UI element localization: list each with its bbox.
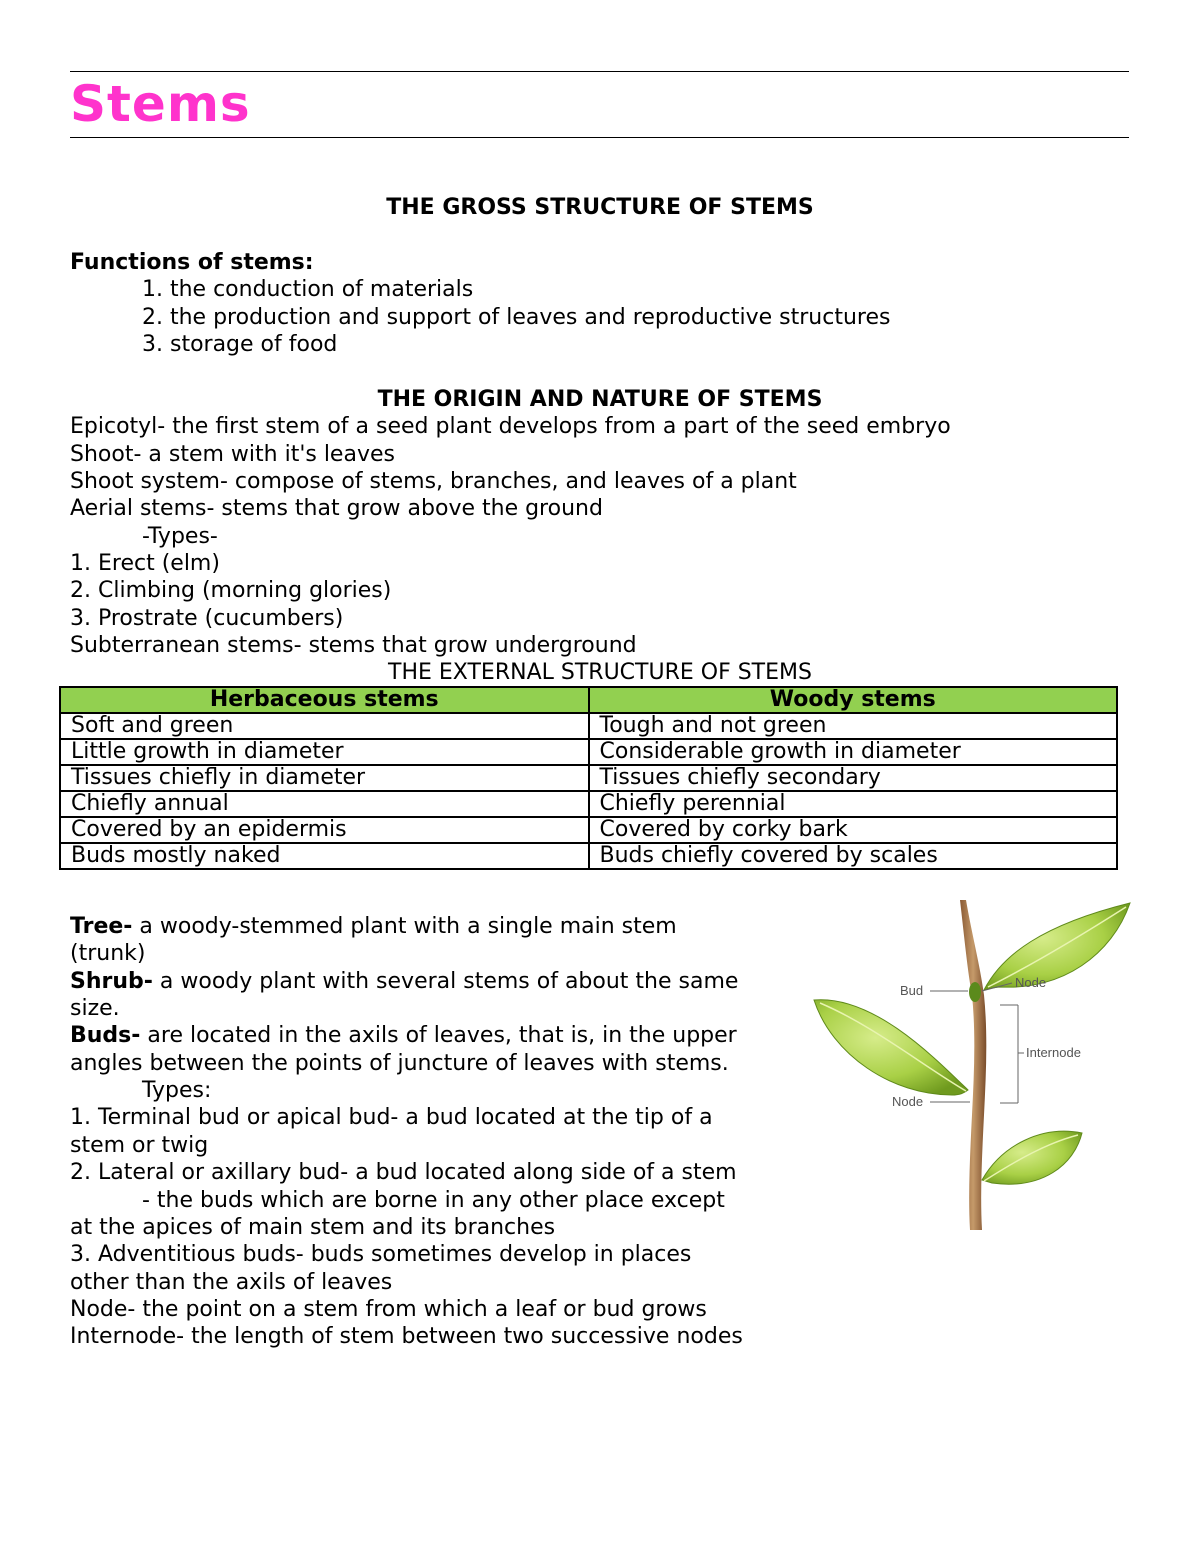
- origin-line: Shoot system- compose of stems, branches, and leaves of a plant: [70, 469, 797, 494]
- external-structure-table: [59, 686, 1118, 870]
- bud-label: Bud: [900, 983, 924, 998]
- table-row: [60, 739, 1117, 765]
- column-header-herbaceous: Herbaceous stems: [60, 687, 589, 713]
- definition-line: Internode- the length of stem between two successive nodes: [70, 1324, 743, 1349]
- table-row: [60, 843, 1117, 869]
- definition-line: Node- the point on a stem from which a leaf or bud grows: [70, 1297, 707, 1322]
- leaf-bottom: [982, 1131, 1082, 1184]
- origin-line: Aerial stems- stems that grow above the ground: [70, 496, 603, 521]
- origin-type-item: 2. Climbing (morning glories): [70, 578, 392, 603]
- definition-line: other than the axils of leaves: [70, 1270, 393, 1295]
- buds-term: Buds-: [70, 1023, 141, 1048]
- table-cell: Tissues chiefly secondary: [589, 765, 1118, 791]
- tree-definition: [70, 913, 677, 940]
- table-row: [60, 791, 1117, 817]
- table-cell: Covered by an epidermis: [60, 817, 589, 843]
- internode-label: Internode: [1026, 1045, 1081, 1060]
- table-cell: Covered by corky bark: [589, 817, 1118, 843]
- node-label-bottom: Node: [892, 1094, 924, 1109]
- title-underline: [70, 137, 1129, 138]
- column-header-woody: Woody stems: [589, 687, 1118, 713]
- origin-line: Shoot- a stem with it's leaves: [70, 442, 395, 467]
- table-cell: Tough and not green: [589, 713, 1118, 739]
- function-item: 2. the production and support of leaves and reproductive structures: [142, 305, 891, 330]
- tree-definition-cont: (trunk): [70, 941, 146, 966]
- shrub-term: Shrub-: [70, 969, 153, 994]
- bud-shape: [969, 982, 981, 1002]
- table-row: [60, 817, 1117, 843]
- origin-type-item: 3. Prostrate (cucumbers): [70, 606, 344, 631]
- table-row: [60, 713, 1117, 739]
- bud-types-label: Types:: [142, 1078, 212, 1103]
- definition-line: at the apices of main stem and its branches: [70, 1215, 556, 1240]
- top-rule: [70, 71, 1129, 72]
- definition-line: - the buds which are borne in any other place except: [142, 1188, 725, 1213]
- origin-heading: THE ORIGIN AND NATURE OF STEMS: [377, 387, 823, 412]
- function-item: 3. storage of food: [142, 332, 338, 357]
- table-cell: Considerable growth in diameter: [589, 739, 1118, 765]
- table-cell: Soft and green: [60, 713, 589, 739]
- origin-type-item: 1. Erect (elm): [70, 551, 220, 576]
- gross-structure-heading: THE GROSS STRUCTURE OF STEMS: [386, 195, 814, 220]
- table-cell: Buds chiefly covered by scales: [589, 843, 1118, 869]
- definition-line: 2. Lateral or axillary bud- a bud located along side of a stem: [70, 1160, 737, 1185]
- table-cell: Buds mostly naked: [60, 843, 589, 869]
- table-row: [60, 765, 1117, 791]
- definition-line: 3. Adventitious buds- buds sometimes develop in places: [70, 1242, 692, 1267]
- function-item: 1. the conduction of materials: [142, 277, 474, 302]
- functions-heading: Functions of stems:: [70, 250, 314, 275]
- shrub-definition: [70, 968, 738, 995]
- subterranean-line: Subterranean stems- stems that grow underground: [70, 633, 637, 658]
- origin-line: Epicotyl- the first stem of a seed plant develops from a part of the seed embryo: [70, 414, 951, 439]
- buds-definition-cont: angles between the points of juncture of leaves with stems.: [70, 1051, 729, 1076]
- origin-types-label: -Types-: [142, 524, 218, 549]
- shrub-text: a woody plant with several stems of about the same: [152, 969, 739, 994]
- stem-diagram: [812, 895, 1132, 1235]
- leaf-left: [814, 1000, 968, 1095]
- tree-term: Tree-: [70, 914, 133, 939]
- tree-text: a woody-stemmed plant with a single main stem: [132, 914, 677, 939]
- table-header-row: [60, 687, 1117, 713]
- buds-definition: [70, 1022, 737, 1049]
- table-cell: Chiefly annual: [60, 791, 589, 817]
- shrub-definition-cont: size.: [70, 996, 120, 1021]
- definition-line: 1. Terminal bud or apical bud- a bud located at the tip of a: [70, 1105, 713, 1130]
- external-heading: THE EXTERNAL STRUCTURE OF STEMS: [388, 660, 812, 685]
- page-title: Stems: [70, 75, 251, 133]
- definition-line: stem or twig: [70, 1133, 209, 1158]
- buds-text: are located in the axils of leaves, that is, in the upper: [140, 1023, 737, 1048]
- table-cell: Tissues chiefly in diameter: [60, 765, 589, 791]
- table-cell: Chiefly perennial: [589, 791, 1118, 817]
- table-cell: Little growth in diameter: [60, 739, 589, 765]
- node-label-top: Node: [1015, 975, 1047, 990]
